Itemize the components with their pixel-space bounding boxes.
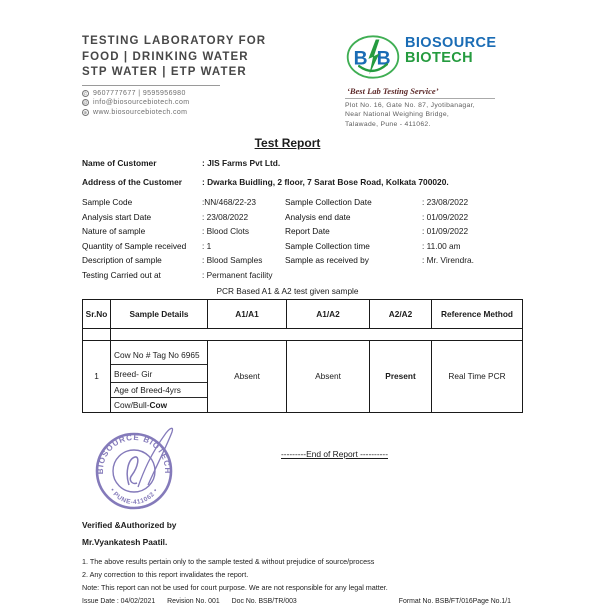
sample-detail-breed: Breed- Gir <box>111 364 207 382</box>
meta-label: Report Date <box>285 226 330 237</box>
issue-date: Issue Date : 04/02/2021 <box>82 597 156 605</box>
meta-value: : Blood Samples <box>202 255 263 266</box>
col-header-sample-details: Sample Details <box>110 300 207 328</box>
phone-icon: ✆ <box>83 90 88 96</box>
lab-description <box>82 34 320 118</box>
meta-label: Nature of sample <box>82 226 146 237</box>
meta-label: Sample Collection Date <box>285 197 372 207</box>
brand-name-biosource: BIOSOURCE <box>405 35 497 51</box>
meta-row <box>82 239 523 254</box>
table-header-row <box>83 300 522 329</box>
customer-address-row <box>82 177 523 187</box>
divider <box>345 98 495 99</box>
doc-no: Doc No. BSB/TR/003 <box>231 597 297 605</box>
lab-line-1: TESTING LABORATORY FOR <box>82 35 267 47</box>
meta-label: Sample Collection time <box>285 240 370 251</box>
phone-numbers: 9607777677 | 9595956980 <box>93 89 186 97</box>
email-icon: @ <box>83 100 88 106</box>
note-legal: Note: This report can not be used for court purpose. We are not responsible for any legal matter. <box>82 583 388 593</box>
meta-label: Analysis start Date <box>82 211 152 222</box>
brand-block <box>345 34 523 128</box>
report-title: Test Report <box>254 136 321 150</box>
divider <box>82 85 220 86</box>
svg-text:B: B <box>376 48 391 70</box>
website-url: www.biosourcebiotech.com <box>93 108 188 116</box>
meta-value: : 01/09/2022 <box>422 211 469 222</box>
verified-by-label: Verified &Authorized by <box>82 519 177 530</box>
customer-address-label: Address of the Customer <box>82 176 183 187</box>
address-line-3: Talawade, Pune - 411062. <box>345 120 431 128</box>
svg-text:B: B <box>353 48 368 70</box>
meta-value: : 01/09/2022 <box>422 226 469 237</box>
col-header-a1a1: A1/A1 <box>207 300 286 328</box>
svg-text:BIOSOURCE BIOTECH: BIOSOURCE BIOTECH <box>95 432 173 474</box>
col-header-reference-method: Reference Method <box>431 300 522 328</box>
header <box>82 34 523 128</box>
cell-sample-details <box>110 341 207 412</box>
globe-icon: ⊕ <box>83 109 88 115</box>
sample-detail-cowbull <box>111 397 207 412</box>
meta-label <box>285 268 422 283</box>
meta-value: : Mr. Virendra. <box>422 255 474 266</box>
format-no: Format No. BSB/FT/016 <box>398 597 473 605</box>
meta-value <box>422 268 523 283</box>
cowbull-value: Cow <box>149 399 168 410</box>
brand-tagline: ‘Best Lab Testing Service’ <box>347 86 439 96</box>
meta-value: : 23/08/2022 <box>422 197 469 207</box>
address-line-2: Near National Weighing Bridge, <box>345 111 450 119</box>
sample-detail-age: Age of Breed-4yrs <box>111 382 207 397</box>
table-row <box>83 341 522 412</box>
customer-name-value: : JIS Farms Pvt Ltd. <box>202 158 281 168</box>
cell-srno: 1 <box>94 371 99 382</box>
document-footer <box>82 598 523 605</box>
meta-row <box>82 268 523 283</box>
meta-label: Description of sample <box>82 255 162 266</box>
website-row <box>82 108 320 118</box>
end-of-report-text: ---------End of Report ---------- <box>281 448 388 459</box>
phone-row <box>82 89 320 99</box>
meta-value: : 23/08/2022 <box>202 211 249 222</box>
meta-row <box>82 195 523 210</box>
meta-row <box>82 224 523 239</box>
svg-text:• PUNE-411062 •: • PUNE-411062 • <box>108 486 160 506</box>
verifier-name: Mr.Vyankatesh Paatil. <box>82 536 168 547</box>
lab-line-3: STP WATER | ETP WATER <box>82 66 247 78</box>
note-1: 1. The above results pertain only to the sample tested & without prejudice of source/process <box>82 556 375 566</box>
lab-stamp-icon <box>88 423 206 515</box>
cell-a2a2: Present <box>369 341 431 412</box>
col-header-a2a2: A2/A2 <box>369 300 431 328</box>
col-header-a1a2: A1/A2 <box>286 300 369 328</box>
brand-name-biotech: BIOTECH <box>405 50 474 66</box>
table-spacer-row <box>83 329 522 341</box>
cowbull-prefix: Cow/Bull- <box>114 399 150 410</box>
email-address: info@biosourcebiotech.com <box>93 99 190 107</box>
meta-label: Testing Carried out at <box>82 269 161 280</box>
meta-label: Sample as received by <box>285 255 369 266</box>
revision-no: Revision No. 001 <box>167 597 220 605</box>
bsb-logo-icon <box>345 34 401 85</box>
meta-row <box>82 210 523 225</box>
meta-label: Quantity of Sample received <box>82 240 187 251</box>
page-no: Page No.1/1 <box>472 597 511 605</box>
customer-name-row <box>82 158 523 168</box>
customer-name-label: Name of Customer <box>82 158 157 168</box>
customer-address-value: : Dwarka Buidling, 2 floor, 7 Sarat Bose Road, Kolkata 700020. <box>202 176 449 187</box>
meta-value: : Blood Clots <box>202 226 250 237</box>
meta-value: : 11.00 am <box>422 240 461 251</box>
col-header-srno: Sr.No <box>85 308 108 319</box>
meta-value: :NN/468/22-23 <box>202 197 256 207</box>
meta-label: Analysis end date <box>285 211 351 222</box>
sample-detail-tag: Cow No # Tag No 6965 <box>114 349 200 360</box>
email-row <box>82 98 320 108</box>
meta-value: : 1 <box>202 240 212 251</box>
table-caption: PCR Based A1 & A2 test given sample <box>216 285 359 296</box>
address-line-1: Plot No. 16, Gate No. 87, Jyotibanagar, <box>345 102 475 109</box>
meta-row <box>82 253 523 268</box>
meta-value: : Permanent facility <box>202 269 273 280</box>
cell-a1a1: Absent <box>207 341 286 412</box>
cell-reference-method: Real Time PCR <box>431 341 522 412</box>
note-2: 2. Any correction to this report invalidates the report. <box>82 569 249 579</box>
cell-a1a2: Absent <box>286 341 369 412</box>
results-table <box>82 299 523 413</box>
meta-label: Sample Code <box>82 197 133 207</box>
lab-line-2: FOOD | DRINKING WATER <box>82 50 249 63</box>
